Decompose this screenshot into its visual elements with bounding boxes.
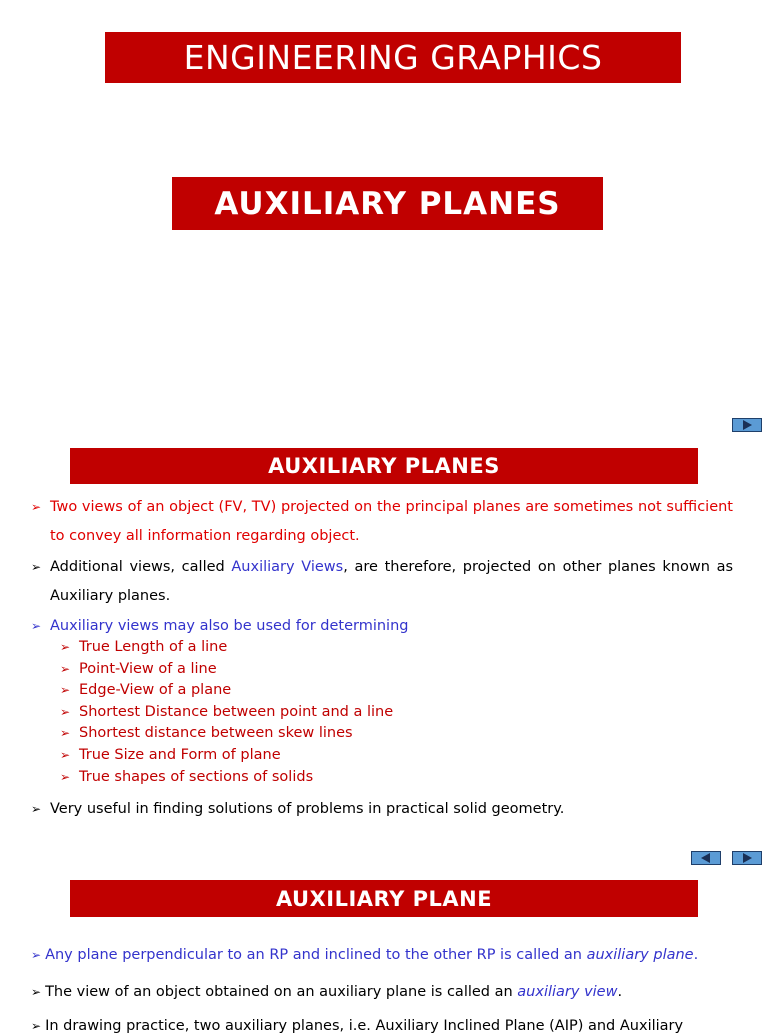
arrowhead-bullet-icon: ➢ <box>60 640 71 654</box>
list-item <box>60 767 393 789</box>
arrowhead-bullet-icon: ➢ <box>60 726 71 741</box>
slide2-heading: AUXILIARY PLANES <box>268 454 500 478</box>
auxiliary-views-term: Auxiliary Views <box>231 559 344 575</box>
course-title-banner <box>105 32 681 83</box>
list-item-text: Shortest Distance between point and a line <box>79 703 394 720</box>
slide3-heading: AUXILIARY PLANE <box>275 886 493 911</box>
bullet-drawing-practice <box>31 1016 751 1036</box>
bullet-auxiliary-plane-definition <box>31 945 751 965</box>
arrowhead-bullet-icon: ➢ <box>31 948 42 962</box>
list-item <box>60 745 393 767</box>
arrowhead-bullet-icon: ➢ <box>60 747 71 762</box>
topic-title-banner <box>172 177 603 230</box>
arrowhead-bullet-icon: ➢ <box>31 1019 42 1033</box>
arrowhead-bullet-icon: ➢ <box>31 985 42 999</box>
bullet-auxiliary-view-definition <box>31 982 751 1002</box>
bullet-text-post: . <box>693 947 699 963</box>
list-item-text: Point-View of a line <box>79 660 217 677</box>
slide2-heading-banner <box>70 448 698 484</box>
bullet-principal-planes <box>31 493 733 551</box>
topic-title: AUXILIARY PLANES <box>214 185 561 222</box>
bullet-very-useful <box>31 795 733 824</box>
course-title: ENGINEERING GRAPHICS <box>183 38 603 77</box>
arrowhead-bullet-icon: ➢ <box>60 661 71 676</box>
auxiliary-view-term: auxiliary view <box>517 984 618 1000</box>
next-triangle-icon <box>733 852 761 864</box>
list-item-text: True Size and Form of plane <box>79 746 281 763</box>
arrowhead-bullet-icon: ➢ <box>60 683 71 698</box>
list-item <box>60 702 393 724</box>
list-item <box>60 637 393 659</box>
bullet-text: Two views of an object (FV, TV) projected on the principal planes are sometimes not sufficient to convey all information regarding object. <box>50 499 733 544</box>
uses-list <box>60 637 393 788</box>
arrowhead-bullet-icon: ➢ <box>31 619 42 633</box>
bullet-additional-views <box>31 553 733 611</box>
list-item-text: Edge-View of a plane <box>79 682 232 699</box>
bullet-text-pre: Any plane perpendicular to an RP and inclined to the other RP is called an <box>45 947 587 963</box>
auxiliary-plane-term: auxiliary plane <box>586 947 694 963</box>
bullet-text: Very useful in finding solutions of problems in practical solid geometry. <box>50 801 565 817</box>
arrowhead-bullet-icon: ➢ <box>31 500 42 514</box>
bullet-text-pre: The view of an object obtained on an auxiliary plane is called an <box>45 984 518 1000</box>
list-item <box>60 680 393 702</box>
arrowhead-bullet-icon: ➢ <box>60 704 71 719</box>
bullet-text-post: . <box>617 984 623 1000</box>
list-item <box>60 723 393 745</box>
next-slide-button[interactable] <box>732 851 762 865</box>
bullet-text-pre: Additional views, called <box>50 559 232 575</box>
arrowhead-bullet-icon: ➢ <box>60 769 71 784</box>
next-slide-button[interactable] <box>732 418 762 432</box>
arrowhead-bullet-icon: ➢ <box>31 802 42 816</box>
prev-slide-button[interactable] <box>691 851 721 865</box>
bullet-text-post: , are therefore, projected on other planes known as Auxiliary planes. <box>50 559 734 604</box>
bullet-text <box>31 553 733 611</box>
list-item-text: True shapes of sections of solids <box>79 768 314 785</box>
list-item-text: Shortest distance between skew lines <box>79 725 353 742</box>
prev-triangle-icon <box>692 852 720 864</box>
bullet-text: In drawing practice, two auxiliary planes, i.e. Auxiliary Inclined Plane (AIP) and Auxiliary <box>45 1018 684 1034</box>
next-triangle-icon <box>733 419 761 431</box>
arrowhead-bullet-icon: ➢ <box>31 560 42 574</box>
bullet-text: Auxiliary views may also be used for determining <box>50 618 409 634</box>
list-item-text: True Length of a line <box>79 639 228 655</box>
list-item <box>60 659 393 681</box>
slide3-heading-banner <box>70 880 698 917</box>
